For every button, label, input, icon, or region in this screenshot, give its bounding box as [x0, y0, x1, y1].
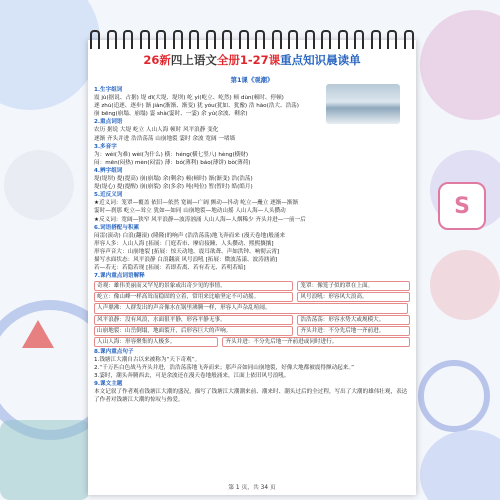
- ring-icon: [305, 30, 315, 49]
- title-part: 全册1-27课: [216, 53, 281, 67]
- text-line: 震 jù(据说、占据) 堤 dī(大堤、堤坝) 屹 yì(屹立、屹然) 顿 dùn(顿时、停顿): [94, 95, 284, 102]
- explanation-row: [94, 281, 410, 291]
- explanation-row: [94, 315, 410, 325]
- ring-icon: [321, 30, 331, 49]
- text-line: 霎时—刹那 屹立—耸立 犹如—如同 山崩地裂—地动山摇 人山人海—人头攒动: [94, 208, 286, 215]
- section-heading: 8.课内重点句子: [94, 348, 134, 355]
- text-line: 堤(堤坝) 提(提高) 崩(崩塌) 余(剩余) 顿(顿时) 渐(渐变) 浩(浩荡): [94, 176, 253, 183]
- explanation-box: 浩浩荡荡：形容水势大或规模大。: [297, 315, 410, 325]
- explanation-row: [94, 326, 410, 336]
- explanation-row: [94, 337, 410, 347]
- explanation-box: 奇观：雄伟美丽而又罕见的景象或出奇少见的事情。: [94, 281, 293, 291]
- bg-circle: [0, 0, 100, 110]
- ring-icon: [288, 30, 298, 49]
- text-line: 描写水面状态：风平浪静 白浪翻滚 风号浪吼 [拓展：微波荡漾、波涛汹涌]: [94, 256, 278, 263]
- ring-icon: [239, 30, 249, 49]
- explanation-box: 齐头并进：不分先后地一齐前进。: [297, 326, 410, 336]
- section-heading: 4.辨字组词: [94, 167, 123, 174]
- ring-icon: [371, 30, 381, 49]
- explanation-box: 笼罩：像笼子似的罩在上面。: [297, 281, 410, 291]
- explanation-box: 风平浪静：没有风浪，水面很平静，形容平静无事。: [94, 315, 293, 325]
- text-line: 若—若无：若隐若现 [拓展：若即若离、若有若无、若明若暗]: [94, 265, 246, 272]
- section-heading: 5.近反义词: [94, 192, 123, 199]
- section-heading: 2.重点词语: [94, 119, 123, 126]
- text-line: 崩 bēng(崩塌、崩塌) 霎 shà(霎时、一霎) 余 yú(余波、剩余): [94, 111, 248, 118]
- binding-rings: [90, 30, 414, 48]
- ring-icon: [123, 30, 133, 49]
- bg-circle: [4, 150, 74, 220]
- text-line: 为：wéi(为难) wèi(为什么) 横：héng(横七竖八) hèng(横财): [94, 151, 249, 158]
- theme-text: 本文记叙了作者观看钱塘江大潮的盛况，描写了钱塘江大潮潮来前、潮来时、潮头过后的全过程，写出了大潮的雄伟壮观，表达了作者对钱塘江大潮的惊叹与热爱。: [94, 389, 408, 404]
- explanation-box: 屹立：像山峰一样高耸而稳固的立着，常用来比喻坚定不可动摇。: [94, 292, 293, 302]
- title-part: 26新: [143, 53, 171, 67]
- ring-icon: [272, 30, 282, 49]
- triangle-decoration: [22, 320, 54, 348]
- ring-icon: [404, 30, 414, 49]
- section-heading: 3.多音字: [94, 143, 117, 150]
- bg-block: [0, 420, 90, 500]
- s-logo-icon: S: [438, 182, 486, 230]
- title-part: 重点知识晨读单: [280, 53, 361, 67]
- page-footer: 第 1 页，共 34 页: [228, 485, 276, 491]
- ring-icon: [354, 30, 364, 49]
- text-line: ★近义词：笼罩—覆盖 依旧—依然 宽阔—广阔 颤动—抖动 屹立—矗立 逐渐—渐渐: [94, 200, 299, 207]
- bg-circle: [430, 250, 500, 320]
- ring-icon: [90, 30, 100, 49]
- explanation-row: [94, 303, 410, 313]
- text-line: 堤(堤心) 提(提醒) 崩(崩裂) 余(多余) 吨(吨位) 暂(暂时) 皓(皓月): [94, 184, 253, 191]
- text-line: 逐渐 齐头并进 浩浩荡荡 山崩地裂 霎时 余波 宽阔 一堵墙: [94, 135, 236, 142]
- ring-icon: [206, 30, 216, 49]
- ring-icon: [156, 30, 166, 49]
- section-heading: 1.生字组词: [94, 87, 123, 93]
- page-title: [88, 52, 416, 68]
- section-heading: 9.课文主题: [94, 381, 123, 388]
- worksheet-page: [88, 40, 416, 495]
- worksheet-content: [94, 86, 410, 404]
- ring-icon: [140, 30, 150, 49]
- text-line: 闷雷(滚动) 白浪(翻滚) (隆隆)的响声 (浩浩荡荡)地飞奔而来 (漫天卷地)般涌来: [94, 232, 286, 239]
- bg-ring: [418, 360, 490, 432]
- explanation-box: 齐头并进：不分先后地一齐前进或同时进行。: [222, 337, 410, 347]
- lesson-heading: 第1课《观潮》: [230, 76, 274, 84]
- explanation-box: 山崩地裂：山岳倒塌，地面裂开，后形容巨大的声响。: [94, 326, 293, 336]
- text-line: 逐 zhú(追逐、逐步) 渐 jiàn(渐渐、渐变) 犹 yóu(犹如、犹豫) 浩 hào(浩大、浩荡): [94, 103, 299, 110]
- ring-icon: [107, 30, 117, 49]
- sentence-line: 2.“千万匹白色战马齐头并进，浩浩荡荡地飞奔而来；那声音如同山崩地裂，好像大地都被震得颤动起来。”: [94, 365, 355, 371]
- text-line: 形容人多：人山人海 [拓展：门庭若市、摩肩接踵、人头攒动、熙熙攘攘]: [94, 240, 274, 247]
- sentence-line: 3.霎时，潮头奔腾西去，可是余波还在漫天卷地般涌来，江面上依旧风号浪吼。: [94, 373, 290, 380]
- section-heading: 6.词语搭配与积累: [94, 224, 140, 231]
- bg-circle: [420, 430, 500, 500]
- ring-icon: [387, 30, 397, 49]
- bg-circle: [420, 10, 500, 120]
- text-line: 形容声音大：山崩地裂 [拓展：惊天动地、震耳欲聋、声如洪钟、响彻云霄]: [94, 248, 280, 255]
- sentence-line: 1.钱塘江大潮自古以来被称为“天下奇观”。: [94, 356, 201, 363]
- explanation-box: 人声鼎沸：人群发出的声音像水在锅里沸腾一样，形容人声杂乱喧闹。: [94, 303, 408, 313]
- text-line: 闷：mēn(闷热) mèn(闷雷) 薄：bó(薄利) báo(薄饼) bò(薄荷): [94, 159, 251, 166]
- explanation-row: [94, 292, 410, 302]
- ring-icon: [173, 30, 183, 49]
- title-part: 四上语文: [170, 53, 217, 67]
- text-line: 农历 据说 大堤 屹立 人山人海 顿时 风平浪静 变化: [94, 127, 219, 134]
- ring-icon: [189, 30, 199, 49]
- explanation-box: 风号浪吼：形容风大浪高。: [297, 292, 410, 302]
- ring-icon: [338, 30, 348, 49]
- section-heading: 7.课内重点词语解释: [94, 273, 145, 280]
- ring-icon: [222, 30, 232, 49]
- explanation-box: 人山人海：形容聚集的人极多。: [94, 337, 218, 347]
- ring-icon: [255, 30, 265, 49]
- text-line: ★反义词：宽阔—狭窄 风平浪静—波涛汹涌 人山人海—人烟稀少 齐头并进—一前一后: [94, 216, 306, 223]
